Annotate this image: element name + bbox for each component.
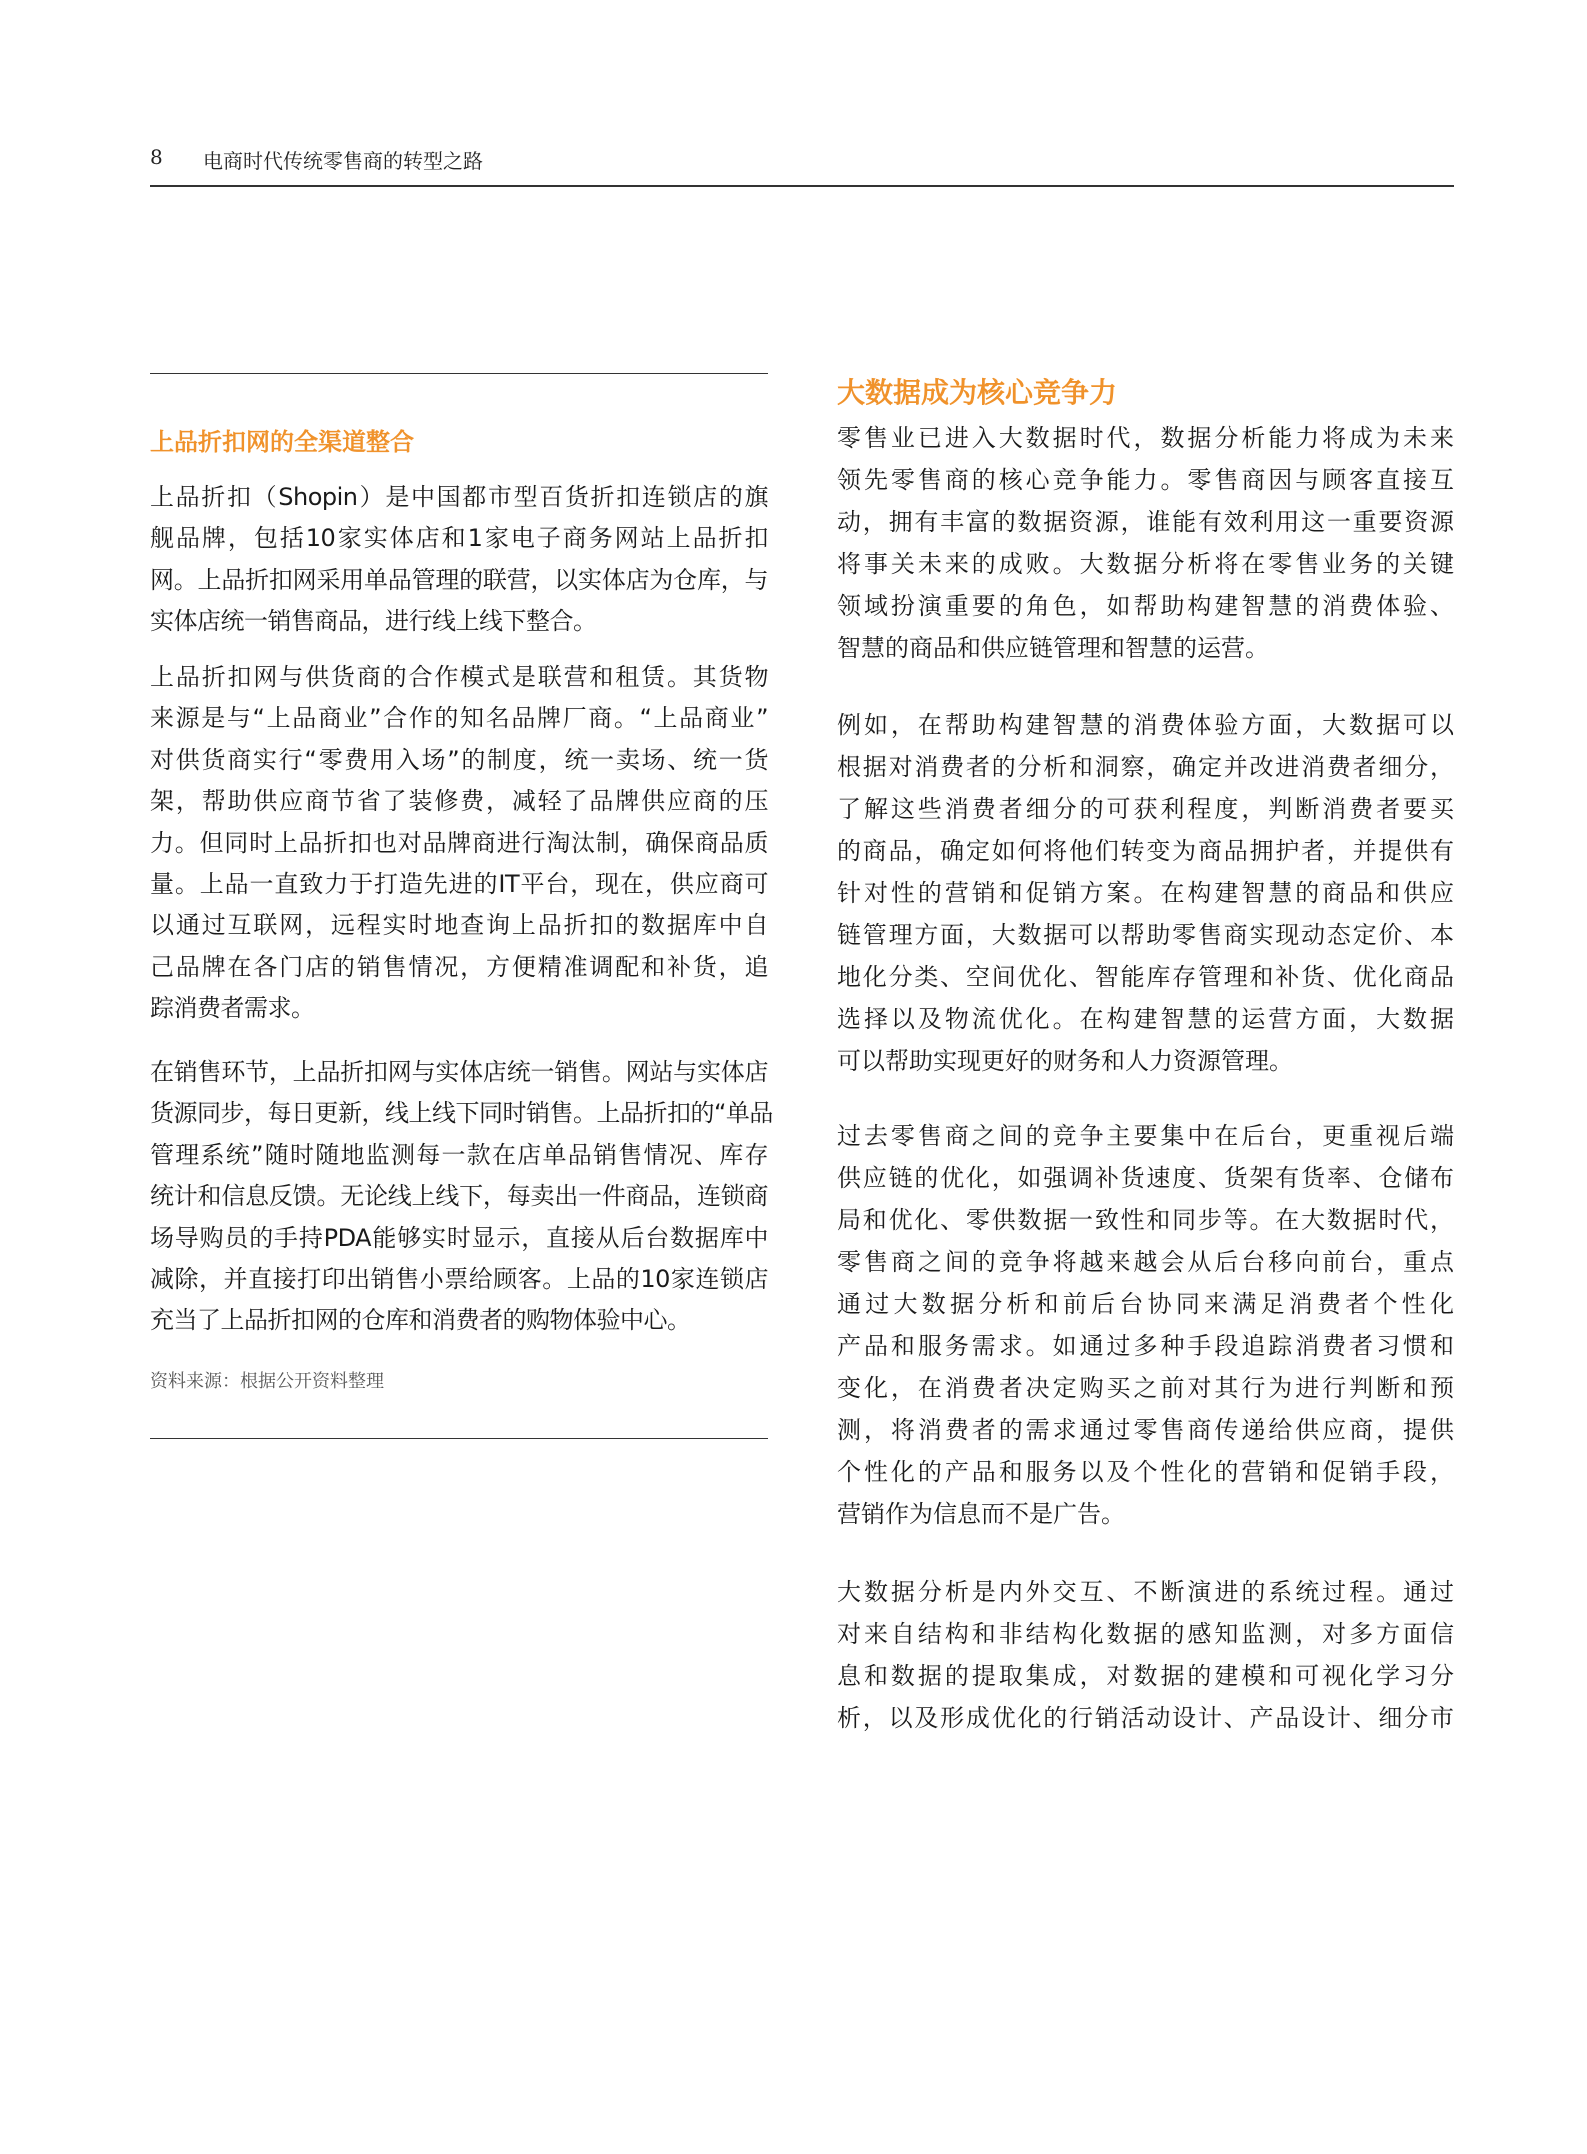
text-line: 将事关未来的成败。大数据分析将在零售业务的关键 <box>837 550 1454 578</box>
text-line: 根据对消费者的分析和洞察，确定并改进消费者细分， <box>837 753 1454 781</box>
body-paragraph-3 <box>837 1115 1454 1535</box>
text-line: 充当了上品折扣网的仓库和消费者的购物体验中心。 <box>150 1306 691 1335</box>
text-line: 局和优化、零供数据一致性和同步等。在大数据时代， <box>837 1206 1454 1234</box>
text-line: 领先零售商的核心竞争能力。零售商因与顾客直接互 <box>837 466 1454 494</box>
text-line: 了解这些消费者细分的可获利程度，判断消费者要买 <box>837 795 1454 823</box>
text-line: 息和数据的提取集成，对数据的建模和可视化学习分 <box>837 1662 1454 1690</box>
body-paragraph-1 <box>837 417 1454 669</box>
text-line: 减除，并直接打印出销售小票给顾客。上品的10家连锁店 <box>150 1264 768 1293</box>
text-line: 选择以及物流优化。在构建智慧的运营方面，大数据 <box>837 1005 1454 1033</box>
body-paragraph-4 <box>837 1571 1454 1739</box>
text-line: 个性化的产品和服务以及个性化的营销和促销手段， <box>837 1458 1454 1486</box>
sidebar-top-rule <box>150 373 768 374</box>
text-line: 以通过互联网，远程实时地查询上品折扣的数据库中自 <box>150 911 768 940</box>
text-line: 上品折扣（Shopin）是中国都市型百货折扣连锁店的旗 <box>150 483 768 511</box>
section-heading: 大数据成为核心竞争力 <box>837 376 1118 409</box>
sidebar-paragraph-1 <box>150 477 768 643</box>
document-title: 电商时代传统零售商的转型之路 <box>203 149 483 173</box>
text-line: 营销作为信息而不是广告。 <box>837 1500 1125 1528</box>
text-line: 变化，在消费者决定购买之前对其行为进行判断和预 <box>837 1374 1454 1402</box>
text-line: 例如，在帮助构建智慧的消费体验方面，大数据可以 <box>837 711 1454 739</box>
sidebar-heading: 上品折扣网的全渠道整合 <box>150 428 414 456</box>
text-line: 对来自结构和非结构化数据的感知监测，对多方面信 <box>837 1620 1454 1648</box>
text-line: 量。上品一直致力于打造先进的IT平台，现在，供应商可 <box>150 869 768 898</box>
text-line: 通过大数据分析和前后台协同来满足消费者个性化 <box>837 1290 1454 1318</box>
text-line: 针对性的营销和促销方案。在构建智慧的商品和供应 <box>837 879 1454 907</box>
text-line: 析，以及形成优化的行销活动设计、产品设计、细分市 <box>837 1704 1454 1732</box>
text-line: 实体店统一销售商品，进行线上线下整合。 <box>150 607 597 636</box>
text-line: 上品折扣网与供货商的合作模式是联营和租赁。其货物 <box>150 663 768 691</box>
text-line: 舰品牌，包括10家实体店和1家电子商务网站上品折扣 <box>150 524 768 553</box>
text-line: 统计和信息反馈。无论线上线下，每卖出一件商品，连锁商 <box>150 1182 768 1211</box>
text-line: 管理系统”随时随地监测每一款在店单品销售情况、库存 <box>150 1140 768 1169</box>
sidebar-paragraph-2 <box>150 657 768 1030</box>
sidebar-bottom-rule <box>150 1438 768 1439</box>
sidebar-paragraph-3 <box>150 1052 773 1342</box>
body-paragraph-2 <box>837 704 1454 1082</box>
text-line: 货源同步，每日更新，线上线下同时销售。上品折扣的“单品 <box>150 1099 773 1128</box>
text-line: 动，拥有丰富的数据资源，谁能有效利用这一重要资源 <box>837 508 1454 536</box>
text-line: 力。但同时上品折扣也对品牌商进行淘汰制，确保商品质 <box>150 828 768 857</box>
text-line: 在销售环节，上品折扣网与实体店统一销售。网站与实体店 <box>150 1058 768 1086</box>
text-line: 供应链的优化，如强调补货速度、货架有货率、仓储布 <box>837 1164 1454 1192</box>
text-line: 链管理方面，大数据可以帮助零售商实现动态定价、本 <box>837 921 1454 949</box>
source-note: 资料来源：根据公开资料整理 <box>150 1371 384 1392</box>
text-line: 踪消费者需求。 <box>150 994 315 1023</box>
text-line: 测，将消费者的需求通过零售商传递给供应商，提供 <box>837 1416 1454 1444</box>
text-line: 零售业已进入大数据时代，数据分析能力将成为未来 <box>837 424 1454 452</box>
text-line: 网。上品折扣网采用单品管理的联营，以实体店为仓库，与 <box>150 565 768 594</box>
text-line: 地化分类、空间优化、智能库存管理和补货、优化商品 <box>837 963 1454 991</box>
text-line: 产品和服务需求。如通过多种手段追踪消费者习惯和 <box>837 1332 1454 1360</box>
header-rule <box>150 185 1454 187</box>
text-line: 领域扮演重要的角色，如帮助构建智慧的消费体验、 <box>837 592 1454 620</box>
text-line: 己品牌在各门店的销售情况，方便精准调配和补货，追 <box>150 952 768 981</box>
text-line: 架，帮助供应商节省了装修费，减轻了品牌供应商的压 <box>150 787 768 816</box>
page-number: 8 <box>150 145 163 169</box>
text-line: 过去零售商之间的竞争主要集中在后台，更重视后端 <box>837 1122 1454 1150</box>
text-line: 场导购员的手持PDA能够实时显示，直接从后台数据库中 <box>150 1223 768 1252</box>
text-line: 来源是与“上品商业”合作的知名品牌厂商。“上品商业” <box>150 704 768 733</box>
text-line: 对供货商实行“零费用入场”的制度，统一卖场、统一货 <box>150 745 768 774</box>
text-line: 大数据分析是内外交互、不断演进的系统过程。通过 <box>837 1578 1454 1606</box>
text-line: 智慧的商品和供应链管理和智慧的运营。 <box>837 634 1269 662</box>
text-line: 零售商之间的竞争将越来越会从后台移向前台，重点 <box>837 1248 1454 1276</box>
text-line: 可以帮助实现更好的财务和人力资源管理。 <box>837 1047 1293 1075</box>
text-line: 的商品，确定如何将他们转变为商品拥护者，并提供有 <box>837 837 1454 865</box>
